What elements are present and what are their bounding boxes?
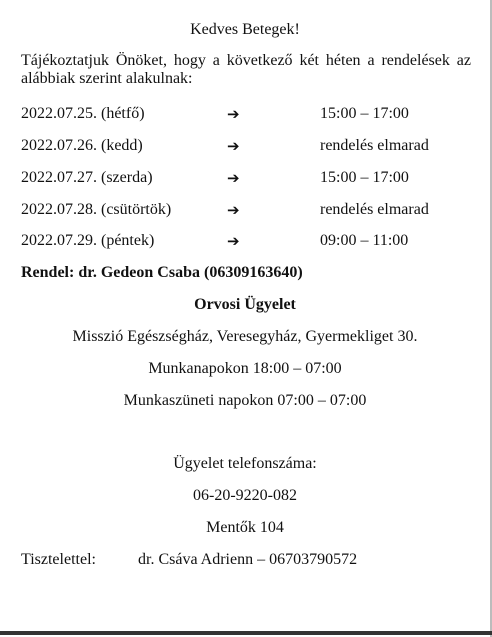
duty-phone-label: Ügyelet telefonszáma:: [173, 455, 317, 472]
intro-paragraph: Tájékoztatjuk Önöket, hogy a következő két héten a rendelések az alábbiak szerint alakulnak:: [21, 52, 471, 87]
schedule-date: 2022.07.29. (péntek): [21, 232, 155, 249]
schedule-date: 2022.07.28. (csütörtök): [21, 201, 172, 218]
schedule-row: [0, 136, 490, 156]
duty-phone-number: 06-20-9220-082: [193, 487, 297, 504]
schedule-time: rendelés elmarad: [320, 201, 429, 218]
duty-holiday-hours: Munkaszüneti napokon 07:00 – 07:00: [123, 392, 367, 409]
signature-label: Tisztelettel:: [21, 551, 96, 568]
schedule-row: [0, 200, 490, 220]
arrow-right-icon: ➔: [227, 137, 240, 155]
signature-name: dr. Csáva Adrienn – 06703790572: [138, 551, 358, 568]
schedule-date: 2022.07.25. (hétfő): [21, 105, 145, 122]
arrow-right-icon: ➔: [227, 169, 240, 187]
schedule-time: 15:00 – 17:00: [320, 105, 409, 122]
duty-heading: Orvosi Ügyelet: [194, 296, 296, 313]
arrow-right-icon: ➔: [227, 201, 240, 219]
arrow-right-icon: ➔: [227, 105, 240, 123]
arrow-right-icon: ➔: [227, 232, 240, 250]
schedule-time: 15:00 – 17:00: [320, 169, 409, 186]
doctor-line: Rendel: dr. Gedeon Csaba (06309163640): [21, 264, 303, 281]
ambulance-number: Mentők 104: [206, 519, 284, 536]
schedule-row: [0, 168, 490, 188]
schedule-row: [0, 104, 490, 124]
schedule-time: 09:00 – 11:00: [320, 232, 409, 249]
page-bottom-divider: [0, 631, 492, 635]
duty-weekday-hours: Munkanapokon 18:00 – 07:00: [148, 360, 342, 377]
schedule-date: 2022.07.27. (szerda): [21, 169, 153, 186]
schedule-row: [0, 231, 490, 251]
greeting-heading: Kedves Betegek!: [190, 21, 300, 38]
duty-address: Misszió Egészségház, Veresegyház, Gyermekliget 30.: [72, 328, 418, 345]
schedule-date: 2022.07.26. (kedd): [21, 137, 143, 154]
schedule-time: rendelés elmarad: [320, 137, 429, 154]
